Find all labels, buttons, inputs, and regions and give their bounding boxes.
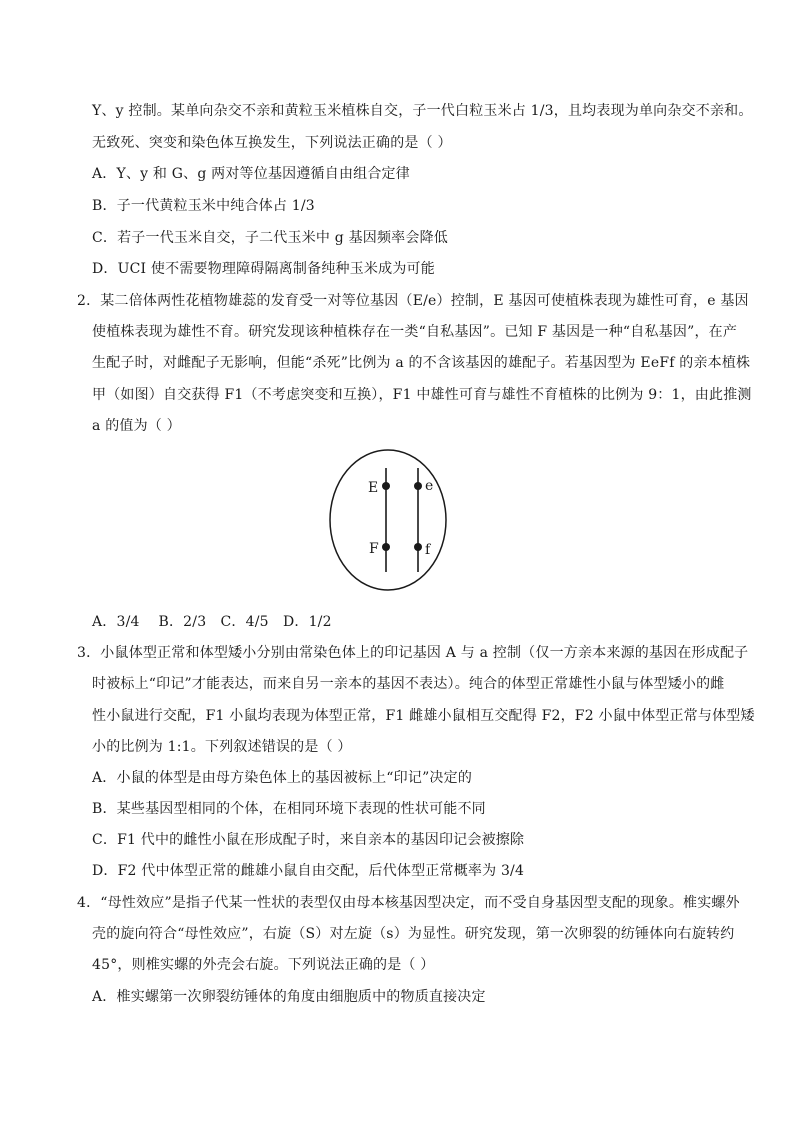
q2-line-1: 2．某二倍体两性花植物雄蕊的发育受一对等位基因（E/e）控制，E 基因可使植株表现为雄性可育，e 基因 [77,293,749,309]
label-f: f [425,542,431,558]
q3-line-4: 小的比例为 1:1。下列叙述错误的是（ ） [92,739,352,755]
label-F: F [369,541,379,557]
label-E: E [368,480,379,496]
q3-option-c: C．F1 代中的雌性小鼠在形成配子时，来自亲本的基因印记会被擦除 [92,832,525,848]
q1-stem-line-2: 无致死、突变和染色体互换发生，下列说法正确的是（ ） [92,135,452,151]
q3-line-2: 时被标上“印记”才能表达，而来自另一亲本的基因不表达）。纯合的体型正常雄性小鼠与体型矮小的雌 [92,676,725,692]
locus-F-dot [382,543,390,551]
q4-line-2: 壳的旋向符合“母性效应”，右旋（S）对左旋（s）为显性。研究发现，第一次卵裂的纺锤体向右旋转约 [92,926,735,942]
q2-line-2: 使植株表现为雄性不育。研究发现该种植株存在一类“自私基因”。已知 F 基因是一种“自私基因”，在产 [92,324,738,340]
q4-line-3: 45°，则椎实螺的外壳会右旋。下列说法正确的是（ ） [92,957,435,973]
locus-e-dot [414,482,422,490]
q1-option-c: C．若子一代玉米自交，子二代玉米中 g 基因频率会降低 [92,230,448,246]
locus-f-dot [414,543,422,551]
q2-line-4: 甲（如图）自交获得 F1（不考虑突变和互换），F1 中雄性可育与雄性不育植株的比例为 9：1，由此推测 [92,387,752,403]
q2-line-3: 生配子时，对雌配子无影响，但能“杀死”比例为 a 的不含该基因的雄配子。若基因型为 EeFf 的亲本植株 [92,355,751,371]
label-e: e [425,478,434,494]
q2-line-5: a 的值为（ ） [92,418,181,434]
q1-option-a: A．Y、y 和 G、g 两对等位基因遵循自由组合定律 [92,166,410,182]
q1-option-d: D．UCI 使不需要物理障碍隔离制备纯种玉米成为可能 [92,261,435,277]
q1-option-b: B．子一代黄粒玉米中纯合体占 1/3 [92,198,315,214]
locus-E-dot [382,482,390,490]
q4-option-a: A．椎实螺第一次卵裂纺锤体的角度由细胞质中的物质直接决定 [92,989,486,1005]
q3-line-1: 3．小鼠体型正常和体型矮小分别由常染色体上的印记基因 A 与 a 控制（仅一方亲本来源的基因在形成配子 [77,645,749,661]
q3-line-3: 性小鼠进行交配，F1 小鼠均表现为体型正常，F1 雌雄小鼠相互交配得 F2，F2 小鼠中体型正常与体型矮 [92,708,755,724]
q3-option-d: D．F2 代中体型正常的雌雄小鼠自由交配，后代体型正常概率为 3/4 [92,863,525,879]
q4-line-1: 4．“母性效应”是指子代某一性状的表型仅由母本核基因型决定，而不受自身基因型支配的现象。椎实螺外 [77,895,740,911]
q3-option-a: A．小鼠的体型是由母方染色体上的基因被标上“印记”决定的 [92,770,473,786]
q3-option-b: B．某些基因型相同的个体，在相同环境下表现的性状可能不同 [92,801,486,817]
cell-outline [330,450,446,590]
chromosome-diagram [328,448,448,592]
q2-options: A．3/4 B．2/3 C．4/5 D．1/2 [92,614,332,630]
q1-stem-line-1: Y、y 控制。某单向杂交不亲和黄粒玉米植株自交，子一代白粒玉米占 1/3，且均表现为单向杂交不亲和。 [92,103,753,119]
